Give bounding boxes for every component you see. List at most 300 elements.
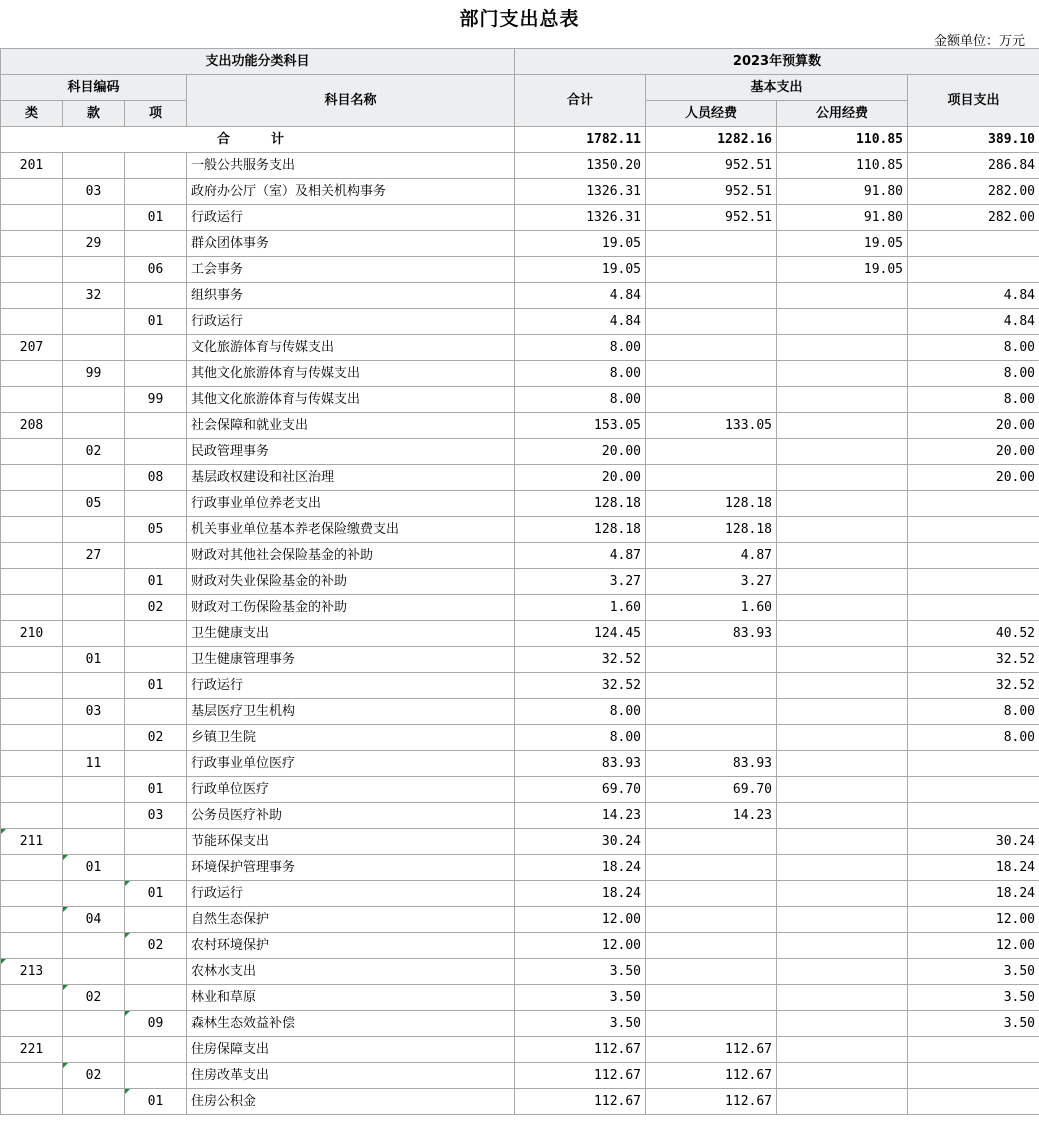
total-cell: 1326.31	[515, 179, 646, 205]
lei-cell	[1, 907, 63, 933]
header-basic-expenditure: 基本支出	[646, 75, 908, 101]
table-row	[1, 543, 1039, 569]
project-cell: 30.24	[908, 829, 1039, 855]
kuan-cell	[63, 569, 125, 595]
public-cell	[777, 751, 908, 777]
table-row	[1, 465, 1039, 491]
table-row	[1, 569, 1039, 595]
personnel-cell: 4.87	[646, 543, 777, 569]
xiang-cell	[125, 1063, 187, 1089]
lei-cell	[1, 257, 63, 283]
xiang-cell	[125, 179, 187, 205]
public-cell	[777, 699, 908, 725]
table-row	[1, 205, 1039, 231]
table-row	[1, 231, 1039, 257]
total-cell: 3.50	[515, 959, 646, 985]
total-cell: 14.23	[515, 803, 646, 829]
public-cell	[777, 569, 908, 595]
subject-name-cell: 财政对其他社会保险基金的补助	[187, 543, 515, 569]
kuan-cell: 02	[63, 985, 125, 1011]
project-cell	[908, 491, 1039, 517]
public-cell	[777, 335, 908, 361]
project-cell: 32.52	[908, 647, 1039, 673]
xiang-cell	[125, 621, 187, 647]
xiang-cell: 01	[125, 673, 187, 699]
project-cell: 12.00	[908, 933, 1039, 959]
public-cell	[777, 855, 908, 881]
table-row	[1, 933, 1039, 959]
table-row	[1, 491, 1039, 517]
personnel-cell: 83.93	[646, 621, 777, 647]
personnel-cell	[646, 335, 777, 361]
subject-name-cell: 财政对工伤保险基金的补助	[187, 595, 515, 621]
subject-name-cell: 住房保障支出	[187, 1037, 515, 1063]
header-subject-code: 科目编码	[1, 75, 187, 101]
project-cell: 8.00	[908, 699, 1039, 725]
personnel-cell	[646, 283, 777, 309]
total-cell: 83.93	[515, 751, 646, 777]
kuan-cell: 02	[63, 1063, 125, 1089]
table-row	[1, 413, 1039, 439]
lei-cell	[1, 309, 63, 335]
unit-label: 金额单位：万元	[933, 34, 1025, 49]
xiang-cell: 99	[125, 387, 187, 413]
public-cell	[777, 985, 908, 1011]
lei-cell	[1, 933, 63, 959]
total-cell: 1350.20	[515, 153, 646, 179]
xiang-cell: 01	[125, 309, 187, 335]
project-cell	[908, 1089, 1039, 1115]
subject-name-cell: 公务员医疗补助	[187, 803, 515, 829]
personnel-cell: 128.18	[646, 517, 777, 543]
kuan-cell	[63, 309, 125, 335]
table-row	[1, 855, 1039, 881]
public-cell	[777, 673, 908, 699]
table-row	[1, 335, 1039, 361]
xiang-cell	[125, 829, 187, 855]
kuan-cell	[63, 621, 125, 647]
xiang-cell	[125, 855, 187, 881]
header-project-expenditure: 项目支出	[908, 75, 1039, 127]
kuan-cell	[63, 933, 125, 959]
kuan-cell	[63, 335, 125, 361]
total-cell: 4.84	[515, 309, 646, 335]
total-cell: 3.27	[515, 569, 646, 595]
total-cell: 19.05	[515, 231, 646, 257]
total-project: 389.10	[908, 127, 1039, 153]
kuan-cell: 02	[63, 439, 125, 465]
personnel-cell: 112.67	[646, 1063, 777, 1089]
personnel-cell	[646, 439, 777, 465]
table-row	[1, 179, 1039, 205]
total-cell: 8.00	[515, 387, 646, 413]
xiang-cell: 02	[125, 933, 187, 959]
total-cell: 128.18	[515, 517, 646, 543]
xiang-cell	[125, 751, 187, 777]
table-row	[1, 725, 1039, 751]
lei-cell: 210	[1, 621, 63, 647]
total-cell: 20.00	[515, 465, 646, 491]
lei-cell	[1, 283, 63, 309]
public-cell	[777, 933, 908, 959]
subject-name-cell: 机关事业单位基本养老保险缴费支出	[187, 517, 515, 543]
personnel-cell	[646, 465, 777, 491]
project-cell: 40.52	[908, 621, 1039, 647]
xiang-cell: 01	[125, 205, 187, 231]
total-cell: 128.18	[515, 491, 646, 517]
xiang-cell: 05	[125, 517, 187, 543]
total-cell: 124.45	[515, 621, 646, 647]
project-cell: 3.50	[908, 959, 1039, 985]
total-cell: 18.24	[515, 855, 646, 881]
xiang-cell	[125, 361, 187, 387]
subject-name-cell: 组织事务	[187, 283, 515, 309]
personnel-cell	[646, 231, 777, 257]
project-cell: 18.24	[908, 881, 1039, 907]
xiang-cell	[125, 335, 187, 361]
subject-name-cell: 行政运行	[187, 881, 515, 907]
project-cell: 8.00	[908, 387, 1039, 413]
public-cell	[777, 387, 908, 413]
subject-name-cell: 社会保障和就业支出	[187, 413, 515, 439]
lei-cell: 201	[1, 153, 63, 179]
total-cell: 32.52	[515, 673, 646, 699]
total-label: 合 计	[1, 127, 515, 153]
expenditure-table	[0, 48, 1039, 1115]
lei-cell	[1, 205, 63, 231]
project-cell: 286.84	[908, 153, 1039, 179]
table-row	[1, 153, 1039, 179]
xiang-cell	[125, 283, 187, 309]
total-cell: 1.60	[515, 595, 646, 621]
header-personnel: 人员经费	[646, 101, 777, 127]
subject-name-cell: 一般公共服务支出	[187, 153, 515, 179]
project-cell: 12.00	[908, 907, 1039, 933]
project-cell: 8.00	[908, 361, 1039, 387]
lei-cell	[1, 647, 63, 673]
total-cell: 1326.31	[515, 205, 646, 231]
project-cell: 20.00	[908, 439, 1039, 465]
project-cell	[908, 777, 1039, 803]
personnel-cell	[646, 309, 777, 335]
subject-name-cell: 卫生健康管理事务	[187, 647, 515, 673]
xiang-cell: 02	[125, 595, 187, 621]
total-personnel: 1282.16	[646, 127, 777, 153]
subject-name-cell: 环境保护管理事务	[187, 855, 515, 881]
public-cell	[777, 1063, 908, 1089]
project-cell: 4.84	[908, 309, 1039, 335]
lei-cell	[1, 465, 63, 491]
subject-name-cell: 其他文化旅游体育与传媒支出	[187, 387, 515, 413]
kuan-cell	[63, 413, 125, 439]
xiang-cell: 02	[125, 725, 187, 751]
header-lei: 类	[1, 101, 63, 127]
table-row	[1, 803, 1039, 829]
public-cell	[777, 829, 908, 855]
kuan-cell	[63, 205, 125, 231]
header-xiang: 项	[125, 101, 187, 127]
project-cell	[908, 1037, 1039, 1063]
total-cell: 4.87	[515, 543, 646, 569]
xiang-cell	[125, 413, 187, 439]
subject-name-cell: 群众团体事务	[187, 231, 515, 257]
lei-cell	[1, 803, 63, 829]
subject-name-cell: 林业和草原	[187, 985, 515, 1011]
table-row	[1, 1011, 1039, 1037]
table-row	[1, 751, 1039, 777]
xiang-cell: 01	[125, 881, 187, 907]
xiang-cell	[125, 1037, 187, 1063]
kuan-cell	[63, 1037, 125, 1063]
table-row	[1, 439, 1039, 465]
lei-cell: 211	[1, 829, 63, 855]
total-cell: 20.00	[515, 439, 646, 465]
lei-cell	[1, 517, 63, 543]
lei-cell	[1, 595, 63, 621]
subject-name-cell: 住房公积金	[187, 1089, 515, 1115]
page-title: 部门支出总表	[459, 8, 580, 30]
public-cell	[777, 543, 908, 569]
header-kuan: 款	[63, 101, 125, 127]
project-cell	[908, 231, 1039, 257]
xiang-cell	[125, 543, 187, 569]
personnel-cell: 952.51	[646, 179, 777, 205]
total-row	[1, 127, 1039, 153]
project-cell: 282.00	[908, 179, 1039, 205]
header-public: 公用经费	[777, 101, 908, 127]
kuan-cell	[63, 465, 125, 491]
lei-cell: 213	[1, 959, 63, 985]
public-cell	[777, 1037, 908, 1063]
subject-name-cell: 卫生健康支出	[187, 621, 515, 647]
total-cell: 4.84	[515, 283, 646, 309]
public-cell	[777, 881, 908, 907]
public-cell	[777, 725, 908, 751]
subject-name-cell: 财政对失业保险基金的补助	[187, 569, 515, 595]
project-cell	[908, 517, 1039, 543]
total-sum: 1782.11	[515, 127, 646, 153]
kuan-cell: 01	[63, 855, 125, 881]
lei-cell	[1, 1089, 63, 1115]
lei-cell	[1, 699, 63, 725]
kuan-cell: 11	[63, 751, 125, 777]
subject-name-cell: 基层政权建设和社区治理	[187, 465, 515, 491]
lei-cell	[1, 881, 63, 907]
project-cell	[908, 751, 1039, 777]
xiang-cell	[125, 153, 187, 179]
personnel-cell	[646, 985, 777, 1011]
kuan-cell	[63, 153, 125, 179]
table-row	[1, 881, 1039, 907]
project-cell: 20.00	[908, 413, 1039, 439]
xiang-cell	[125, 959, 187, 985]
total-cell: 112.67	[515, 1063, 646, 1089]
subject-name-cell: 农林水支出	[187, 959, 515, 985]
lei-cell	[1, 1011, 63, 1037]
kuan-cell	[63, 1089, 125, 1115]
public-cell	[777, 621, 908, 647]
total-cell: 69.70	[515, 777, 646, 803]
table-row	[1, 647, 1039, 673]
table-row	[1, 387, 1039, 413]
kuan-cell	[63, 595, 125, 621]
project-cell: 8.00	[908, 335, 1039, 361]
project-cell	[908, 1063, 1039, 1089]
subject-name-cell: 工会事务	[187, 257, 515, 283]
personnel-cell	[646, 699, 777, 725]
kuan-cell	[63, 257, 125, 283]
personnel-cell	[646, 907, 777, 933]
public-cell: 91.80	[777, 179, 908, 205]
personnel-cell: 69.70	[646, 777, 777, 803]
table-row	[1, 517, 1039, 543]
xiang-cell: 01	[125, 569, 187, 595]
xiang-cell	[125, 439, 187, 465]
kuan-cell	[63, 881, 125, 907]
public-cell: 19.05	[777, 231, 908, 257]
xiang-cell	[125, 231, 187, 257]
lei-cell	[1, 777, 63, 803]
lei-cell	[1, 439, 63, 465]
public-cell	[777, 777, 908, 803]
public-cell	[777, 517, 908, 543]
public-cell	[777, 803, 908, 829]
project-cell	[908, 569, 1039, 595]
subject-name-cell: 文化旅游体育与传媒支出	[187, 335, 515, 361]
personnel-cell: 83.93	[646, 751, 777, 777]
kuan-cell: 27	[63, 543, 125, 569]
public-cell: 91.80	[777, 205, 908, 231]
public-cell: 19.05	[777, 257, 908, 283]
lei-cell	[1, 387, 63, 413]
project-cell: 3.50	[908, 985, 1039, 1011]
personnel-cell: 952.51	[646, 205, 777, 231]
table-row	[1, 985, 1039, 1011]
personnel-cell	[646, 855, 777, 881]
lei-cell	[1, 751, 63, 777]
xiang-cell: 09	[125, 1011, 187, 1037]
table-row	[1, 907, 1039, 933]
personnel-cell	[646, 673, 777, 699]
lei-cell	[1, 543, 63, 569]
xiang-cell	[125, 985, 187, 1011]
subject-name-cell: 行政事业单位医疗	[187, 751, 515, 777]
personnel-cell	[646, 361, 777, 387]
kuan-cell	[63, 803, 125, 829]
total-cell: 8.00	[515, 725, 646, 751]
public-cell	[777, 647, 908, 673]
kuan-cell: 99	[63, 361, 125, 387]
public-cell	[777, 491, 908, 517]
project-cell	[908, 595, 1039, 621]
kuan-cell: 04	[63, 907, 125, 933]
total-cell: 8.00	[515, 335, 646, 361]
personnel-cell	[646, 881, 777, 907]
table-row	[1, 1063, 1039, 1089]
kuan-cell	[63, 829, 125, 855]
total-cell: 112.67	[515, 1089, 646, 1115]
project-cell: 18.24	[908, 855, 1039, 881]
table-row	[1, 829, 1039, 855]
subject-name-cell: 自然生态保护	[187, 907, 515, 933]
subject-name-cell: 森林生态效益补偿	[187, 1011, 515, 1037]
xiang-cell: 03	[125, 803, 187, 829]
xiang-cell	[125, 907, 187, 933]
table-row	[1, 777, 1039, 803]
xiang-cell: 08	[125, 465, 187, 491]
lei-cell	[1, 985, 63, 1011]
kuan-cell: 03	[63, 699, 125, 725]
subject-name-cell: 民政管理事务	[187, 439, 515, 465]
subject-name-cell: 其他文化旅游体育与传媒支出	[187, 361, 515, 387]
kuan-cell: 03	[63, 179, 125, 205]
total-cell: 32.52	[515, 647, 646, 673]
xiang-cell: 01	[125, 1089, 187, 1115]
header-budget-year: 2023年预算数	[515, 49, 1039, 75]
subject-name-cell: 基层医疗卫生机构	[187, 699, 515, 725]
total-cell: 19.05	[515, 257, 646, 283]
subject-name-cell: 政府办公厅（室）及相关机构事务	[187, 179, 515, 205]
kuan-cell: 05	[63, 491, 125, 517]
total-cell: 12.00	[515, 907, 646, 933]
public-cell	[777, 413, 908, 439]
personnel-cell: 112.67	[646, 1037, 777, 1063]
public-cell	[777, 959, 908, 985]
project-cell	[908, 803, 1039, 829]
public-cell	[777, 465, 908, 491]
personnel-cell: 112.67	[646, 1089, 777, 1115]
table-row	[1, 621, 1039, 647]
table-row	[1, 1089, 1039, 1115]
public-cell	[777, 1011, 908, 1037]
kuan-cell	[63, 959, 125, 985]
lei-cell	[1, 179, 63, 205]
personnel-cell: 952.51	[646, 153, 777, 179]
public-cell	[777, 1089, 908, 1115]
total-public: 110.85	[777, 127, 908, 153]
public-cell	[777, 283, 908, 309]
kuan-cell: 01	[63, 647, 125, 673]
kuan-cell	[63, 1011, 125, 1037]
table-row	[1, 1037, 1039, 1063]
xiang-cell: 06	[125, 257, 187, 283]
total-cell: 8.00	[515, 361, 646, 387]
table-row	[1, 673, 1039, 699]
total-cell: 18.24	[515, 881, 646, 907]
header-func-category: 支出功能分类科目	[1, 49, 515, 75]
project-cell	[908, 543, 1039, 569]
personnel-cell: 14.23	[646, 803, 777, 829]
personnel-cell	[646, 257, 777, 283]
total-cell: 3.50	[515, 985, 646, 1011]
total-cell: 153.05	[515, 413, 646, 439]
lei-cell	[1, 673, 63, 699]
kuan-cell: 29	[63, 231, 125, 257]
personnel-cell	[646, 647, 777, 673]
public-cell	[777, 907, 908, 933]
project-cell	[908, 257, 1039, 283]
project-cell: 3.50	[908, 1011, 1039, 1037]
header-subject-name: 科目名称	[187, 75, 515, 127]
table-row	[1, 283, 1039, 309]
personnel-cell: 128.18	[646, 491, 777, 517]
lei-cell	[1, 491, 63, 517]
project-cell: 20.00	[908, 465, 1039, 491]
public-cell	[777, 439, 908, 465]
subject-name-cell: 乡镇卫生院	[187, 725, 515, 751]
subject-name-cell: 节能环保支出	[187, 829, 515, 855]
personnel-cell	[646, 1011, 777, 1037]
